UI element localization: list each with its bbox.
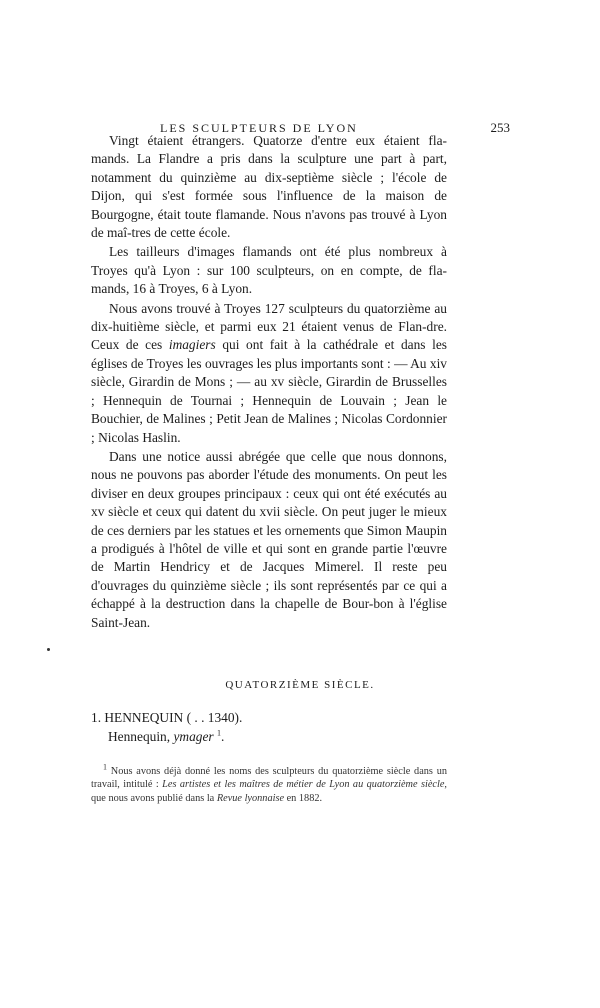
footnote-mark: 1 [103,762,107,772]
body-text [91,132,447,632]
footnote-reference[interactable]: 1 [216,728,221,738]
paragraph-text: Nous avons trouvé à Troyes 127 sculpteurs du quatorzième au dix-huitième siècle, et parmi eux 21 étaient venus de Flan-dre. Ceux de ces [91,300,447,353]
paragraph [91,448,447,632]
paragraph-text: Les tailleurs d'images flamands ont été plus nombreux à Troyes qu'à Lyon : sur 100 sculpteurs, on en compte, de fla-mands, 16 à Troyes, 6 à Lyon. [91,244,447,297]
entry-role: ymager [173,729,214,744]
footnote-text: en 1882. [284,792,323,804]
entry-suffix: . [220,729,225,744]
entry-heading: 1. HENNEQUIN ( . . 1340). [91,710,243,725]
italic-term: imagiers [168,337,216,353]
footnote-work-title: Les artistes et les maîtres de métier de Lyon au quatorzième siècle [162,779,445,791]
footnote-journal-title: Revue lyonnaise [216,792,285,804]
paragraph [91,243,447,298]
paragraph-text: Dans une notice aussi abrégée que celle que nous donnons, nous ne pouvons pas aborder l'étude des monuments. On peut les diviser en deux groupes principaux : ceux qui ont été exécutés au xv siècle et ceux qui datent du xvii siècle. On peut juger le mieux de ces derniers par les statues et les ornements que Simon Maupin a prodigués à l'hôtel de ville et qui sont en grande partie l'œuvre de Martin Hendricy et de Jacques Mimerel. Il reste peu d'ouvrages du quinzième siècle ; ils sont représentés par ce qui a échappé à la destruction dans la chapelle de Bour-bon à l'église Saint-Jean. [91,448,447,630]
footnote-text: , que nous avons publié dans la [91,779,447,804]
entry-name: Hennequin, [108,729,174,744]
margin-mark [47,648,50,651]
page-number: 253 [490,120,510,135]
footnote [91,762,447,805]
footnote-text: Nous avons déjà donné les noms des sculpteurs du quatorzième siècle dans un travail, intitulé : [91,766,447,791]
paragraph [91,300,447,447]
paragraph-text: Vingt étaient étrangers. Quatorze d'entre eux étaient fla-mands. La Flandre a pris dans la sculpture une part à part, notamment du quinzième au dix-septième siècle ; l'école de Dijon, qui s'est formée sous l'influence de la maison de Bourgogne, était toute flamande. Nous n'avons pas trouvé à Lyon de maî-tres de cette école. [91,133,447,241]
entry-description [108,728,224,746]
paragraph-text: qui ont fait à la cathédrale et dans les églises de Troyes les ouvrages les plus importants sont : — Au xiv siècle, Girardin de Mons ; — au xv siècle, Girardin de Brusselles ; Hennequin de Tournai ; Hennequin de Louvain ; Jean le Bouchier, de Malines ; Petit Jean de Malines ; Nicolas Cordonnier ; Nicolas Haslin. [91,337,447,445]
section-title: QUATORZIÈME SIÈCLE. [225,679,375,691]
paragraph [91,132,447,242]
running-title: LES SCULPTEURS DE LYON [160,121,358,135]
